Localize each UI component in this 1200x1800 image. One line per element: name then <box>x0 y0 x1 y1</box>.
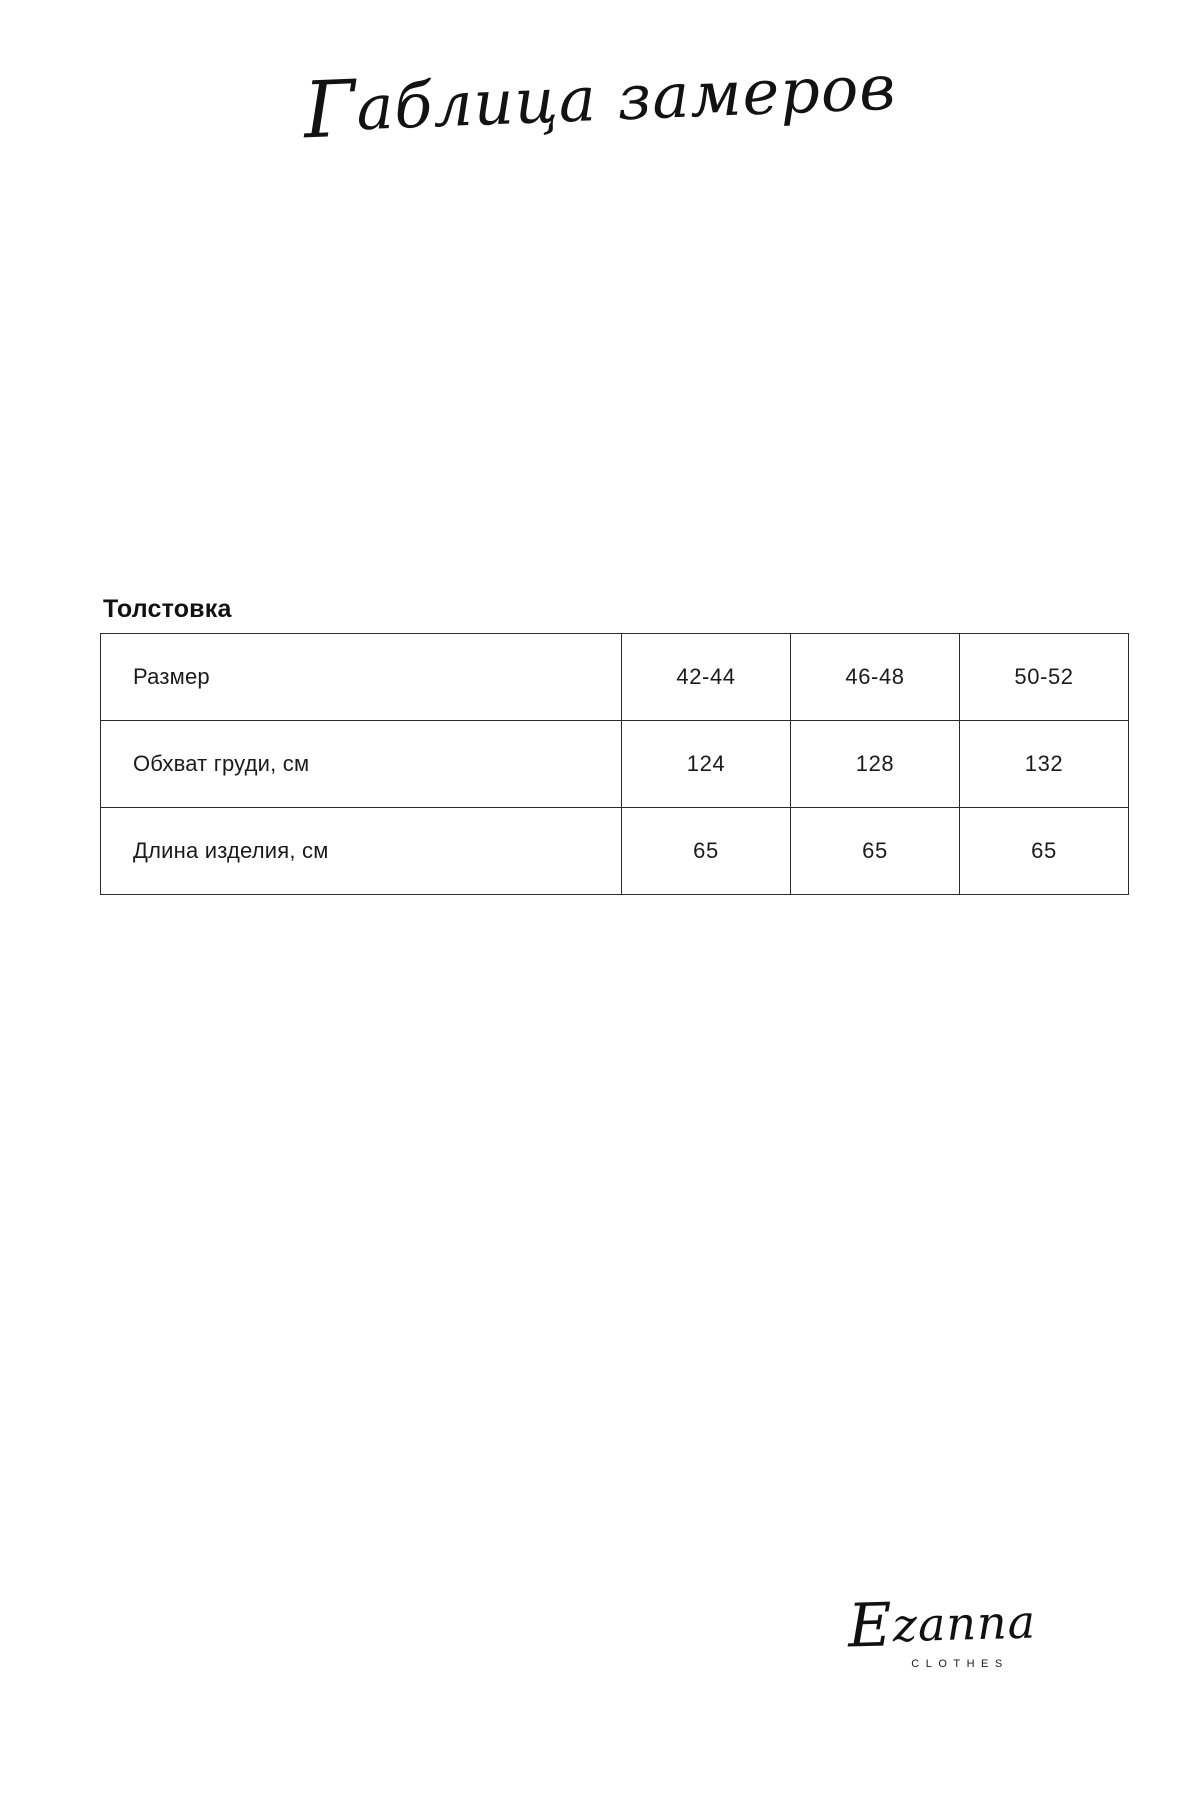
page-title-initial: Г <box>302 64 359 157</box>
brand-name <box>791 1590 1092 1662</box>
table-row <box>101 808 1129 895</box>
brand-name-text: zanna <box>892 1594 1037 1653</box>
cell-chest-2: 128 <box>791 721 960 808</box>
section-title-hoodie: Толстовка <box>103 595 232 623</box>
brand-name-initial: E <box>847 1590 894 1662</box>
page-title <box>0 32 1200 168</box>
cell-size-1: 42-44 <box>622 634 791 721</box>
size-table <box>100 633 1129 895</box>
cell-length-2: 65 <box>791 808 960 895</box>
cell-chest-3: 132 <box>960 721 1129 808</box>
cell-chest-1: 124 <box>622 721 791 808</box>
table-row <box>101 634 1129 721</box>
page-title-text: аблица замеров <box>354 50 898 145</box>
table-row <box>101 721 1129 808</box>
cell-size-3: 50-52 <box>960 634 1129 721</box>
brand-tagline: CLOTHES <box>911 1658 1009 1670</box>
row-label-size: Размер <box>101 634 622 721</box>
cell-length-3: 65 <box>960 808 1129 895</box>
row-label-length: Длина изделия, см <box>101 808 622 895</box>
row-label-chest: Обхват груди, см <box>101 721 622 808</box>
cell-size-2: 46-48 <box>791 634 960 721</box>
cell-length-1: 65 <box>622 808 791 895</box>
brand-logo <box>792 1590 1092 1670</box>
